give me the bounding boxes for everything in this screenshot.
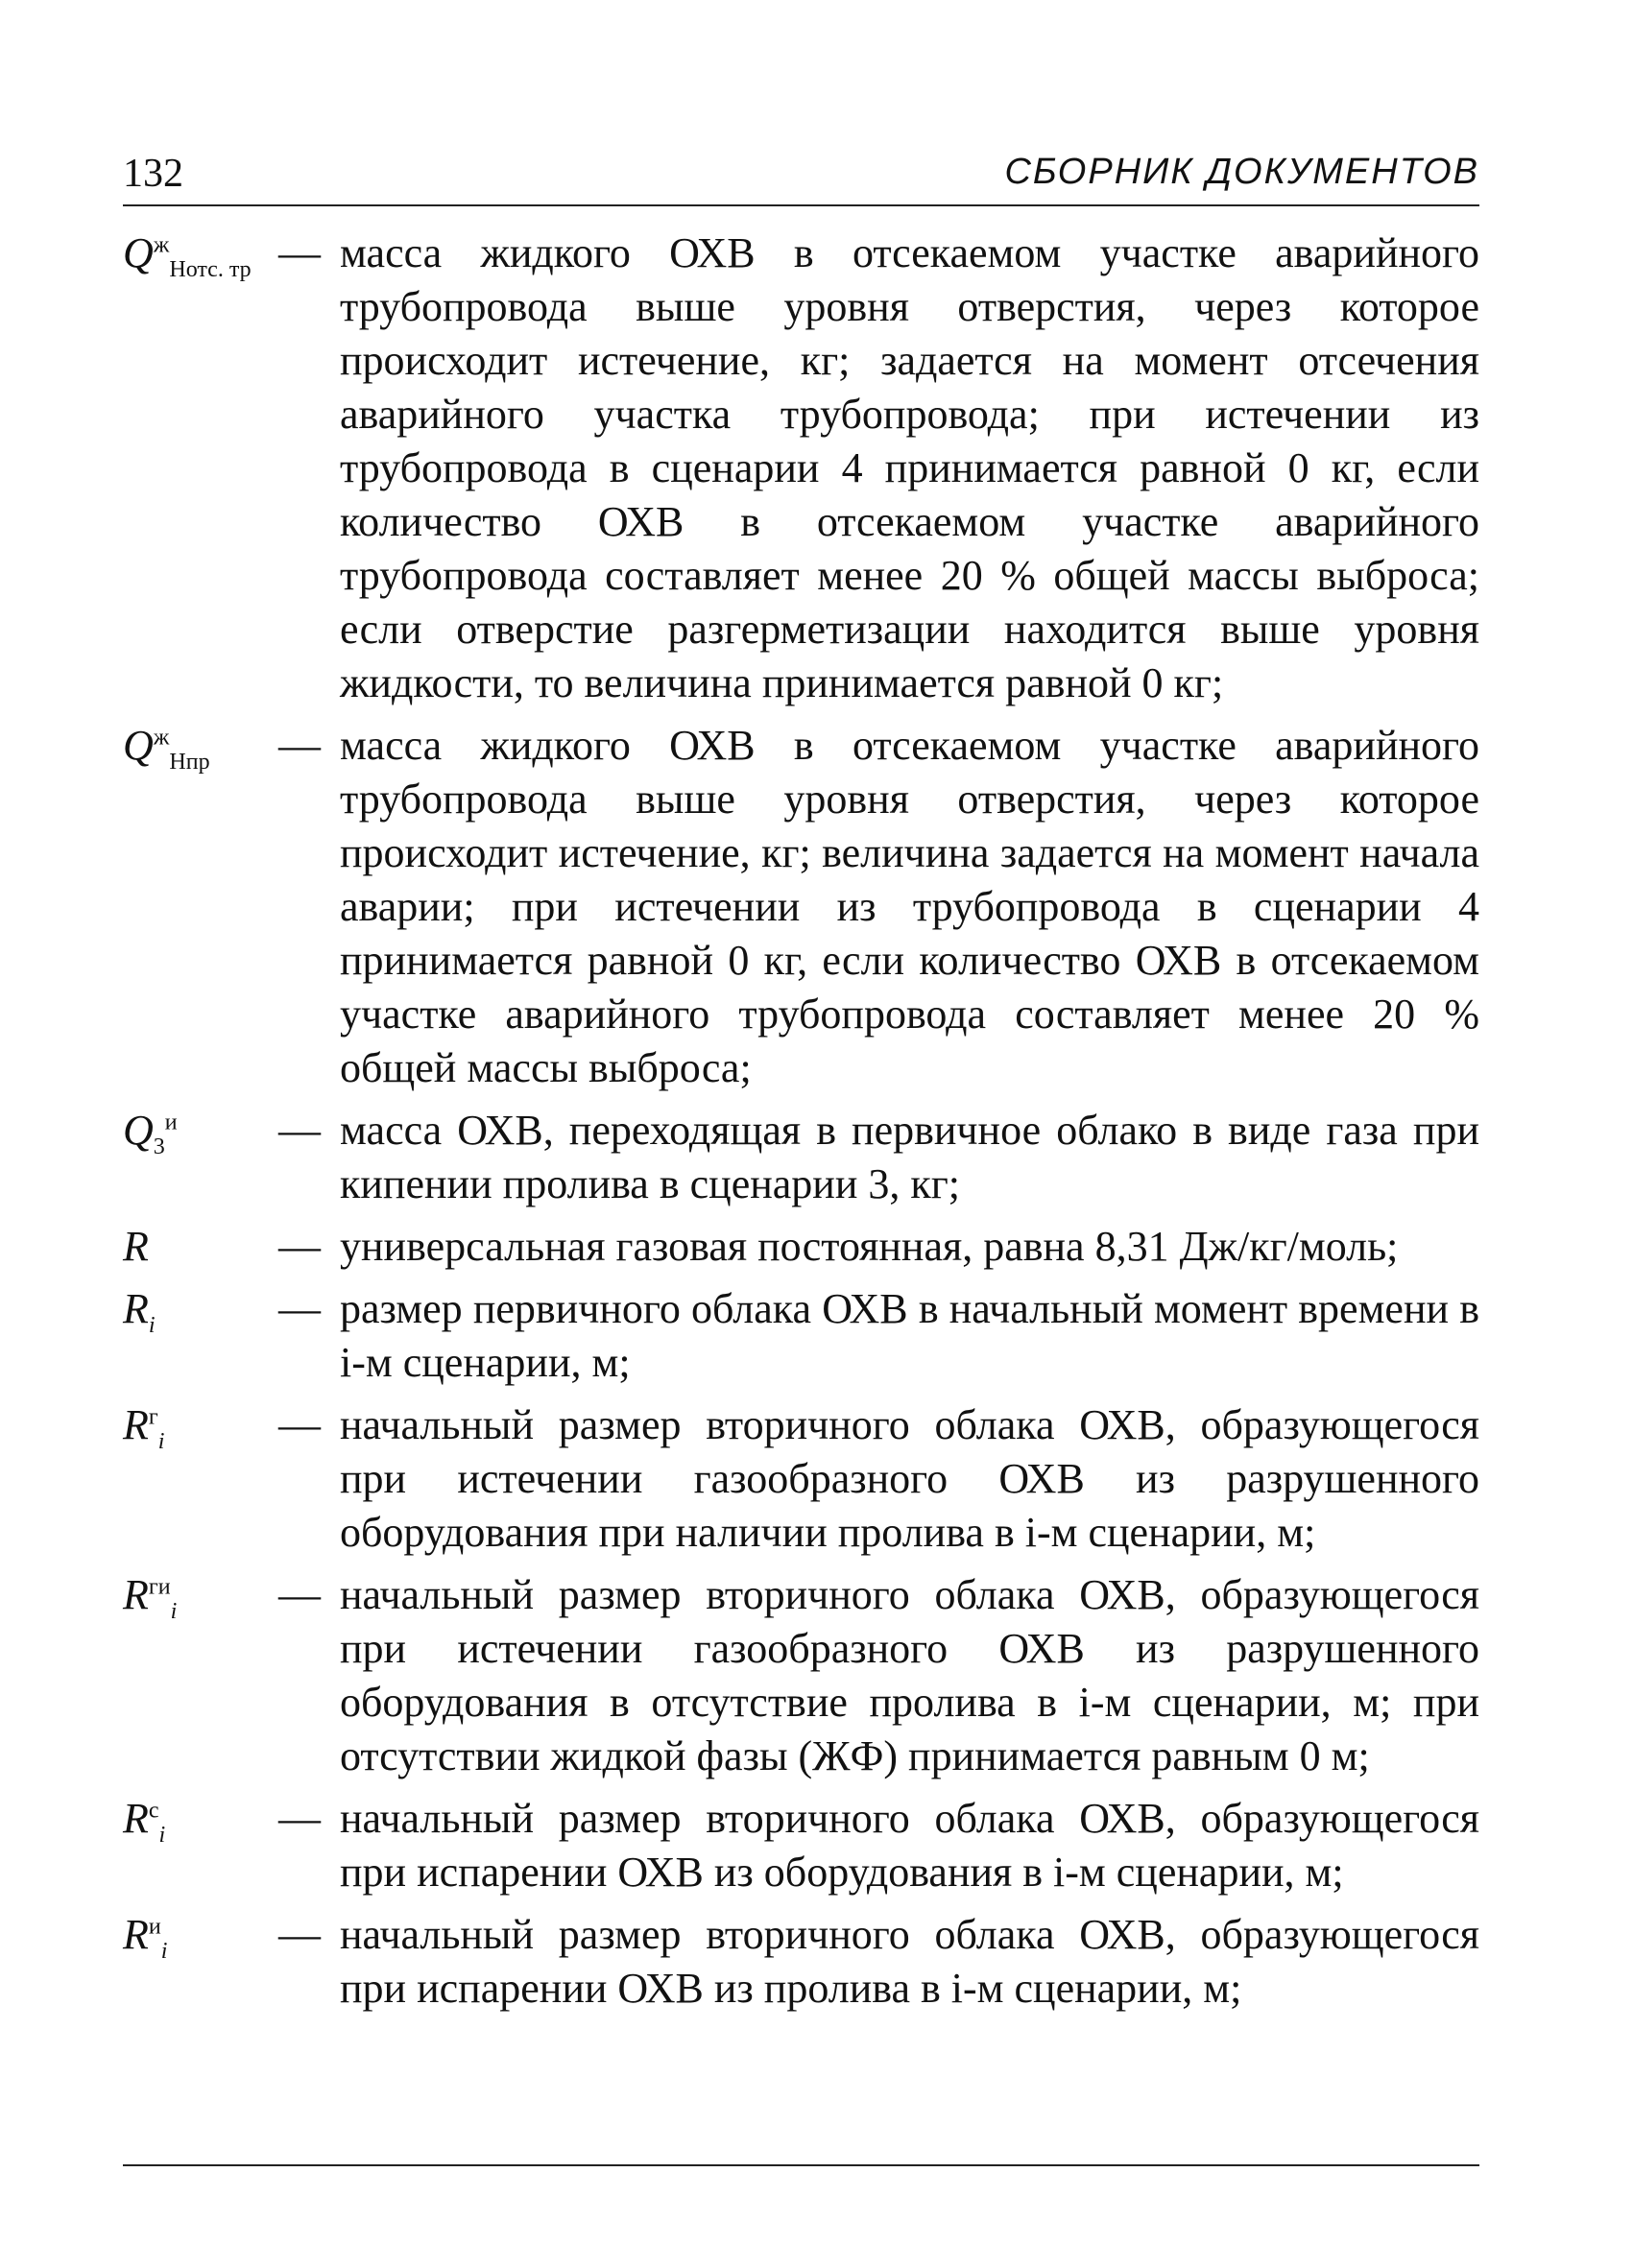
- symbol: $R^{ги}_i$: [123, 1571, 178, 1624]
- symbol: $Q_3^и$: [123, 1107, 178, 1159]
- definition-text: масса жидкого ОХВ в отсекаемом участке аварийного трубопровода выше уровня отверстия, через которое происходит истечение, кг; задается на момент отсечения аварийного участка трубопровода; при истечении из трубопровода в сценарии 4 принимается равной 0 кг, если количество ОХВ в отсекаемом участке аварийного трубопровода составляет менее 20 % общей массы выброса; если отверстие разгерметизации находится выше уровня жидкости, то величина принимается равной 0 кг;: [340, 229, 1479, 706]
- definition-entry: [123, 1282, 1479, 1390]
- dash: —: [278, 1571, 321, 1618]
- definitions-list: [123, 227, 1479, 2024]
- definition-entry: [123, 1908, 1479, 2016]
- definition-entry: [123, 1220, 1479, 1274]
- definition-text: универсальная газовая постоянная, равна 8,31 Дж/кг/моль;: [340, 1223, 1399, 1270]
- dash: —: [278, 722, 321, 769]
- symbol: $R^г_i$: [123, 1401, 165, 1454]
- dash: —: [278, 1285, 321, 1332]
- symbol: $Q^ж_{Нотс. тр}$: [123, 229, 252, 282]
- dash: —: [278, 1401, 321, 1448]
- definition-text: начальный размер вторичного облака ОХВ, образующегося при истечении газообразного ОХВ из разрушенного оборудования в отсутствие пролива в i-м сценарии, м; при отсутствии жидкой фазы (ЖФ) принимается равным 0 м;: [340, 1571, 1479, 1779]
- running-head: СБОРНИК ДОКУМЕНТОВ: [1004, 152, 1479, 192]
- symbol: $R_i$: [123, 1285, 156, 1338]
- dash: —: [278, 229, 321, 276]
- definition-entry: [123, 227, 1479, 710]
- definition-entry: [123, 1104, 1479, 1211]
- dash: —: [278, 1223, 321, 1270]
- header-rule: [123, 204, 1479, 206]
- page-number: 132: [123, 152, 183, 196]
- dash: —: [278, 1107, 321, 1154]
- definition-text: масса ОХВ, переходящая в первичное облако в виде газа при кипении пролива в сценарии 3, кг;: [340, 1107, 1479, 1207]
- definition-entry: [123, 1568, 1479, 1783]
- definition-text: начальный размер вторичного облака ОХВ, образующегося при истечении газообразного ОХВ из разрушенного оборудования при наличии пролива в i-м сценарии, м;: [340, 1401, 1479, 1556]
- symbol: $Q^ж_{Нпр}$: [123, 722, 210, 775]
- dash: —: [278, 1795, 321, 1842]
- definition-text: начальный размер вторичного облака ОХВ, образующегося при испарении ОХВ из оборудования в i-м сценарии, м;: [340, 1795, 1479, 1896]
- definition-entry: [123, 719, 1479, 1095]
- symbol: R: [123, 1223, 149, 1270]
- dash: —: [278, 1911, 321, 1958]
- definition-entry: [123, 1792, 1479, 1899]
- definition-text: масса жидкого ОХВ в отсекаемом участке аварийного трубопровода выше уровня отверстия, через которое происходит истечение, кг; величина задается на момент начала аварии; при истечении из трубопровода в сценарии 4 принимается равной 0 кг, если количество ОХВ в отсекаемом участке аварийного трубопровода составляет менее 20 % общей массы выброса;: [340, 722, 1479, 1091]
- symbol: $R^и_i$: [123, 1911, 168, 1964]
- definition-entry: [123, 1398, 1479, 1560]
- symbol: $R^с_i$: [123, 1795, 166, 1848]
- definition-text: размер первичного облака ОХВ в начальный момент времени в i-м сценарии, м;: [340, 1285, 1479, 1386]
- definition-text: начальный размер вторичного облака ОХВ, образующегося при испарении ОХВ из пролива в i-м сценарии, м;: [340, 1911, 1479, 2012]
- footer-rule: [123, 2164, 1479, 2166]
